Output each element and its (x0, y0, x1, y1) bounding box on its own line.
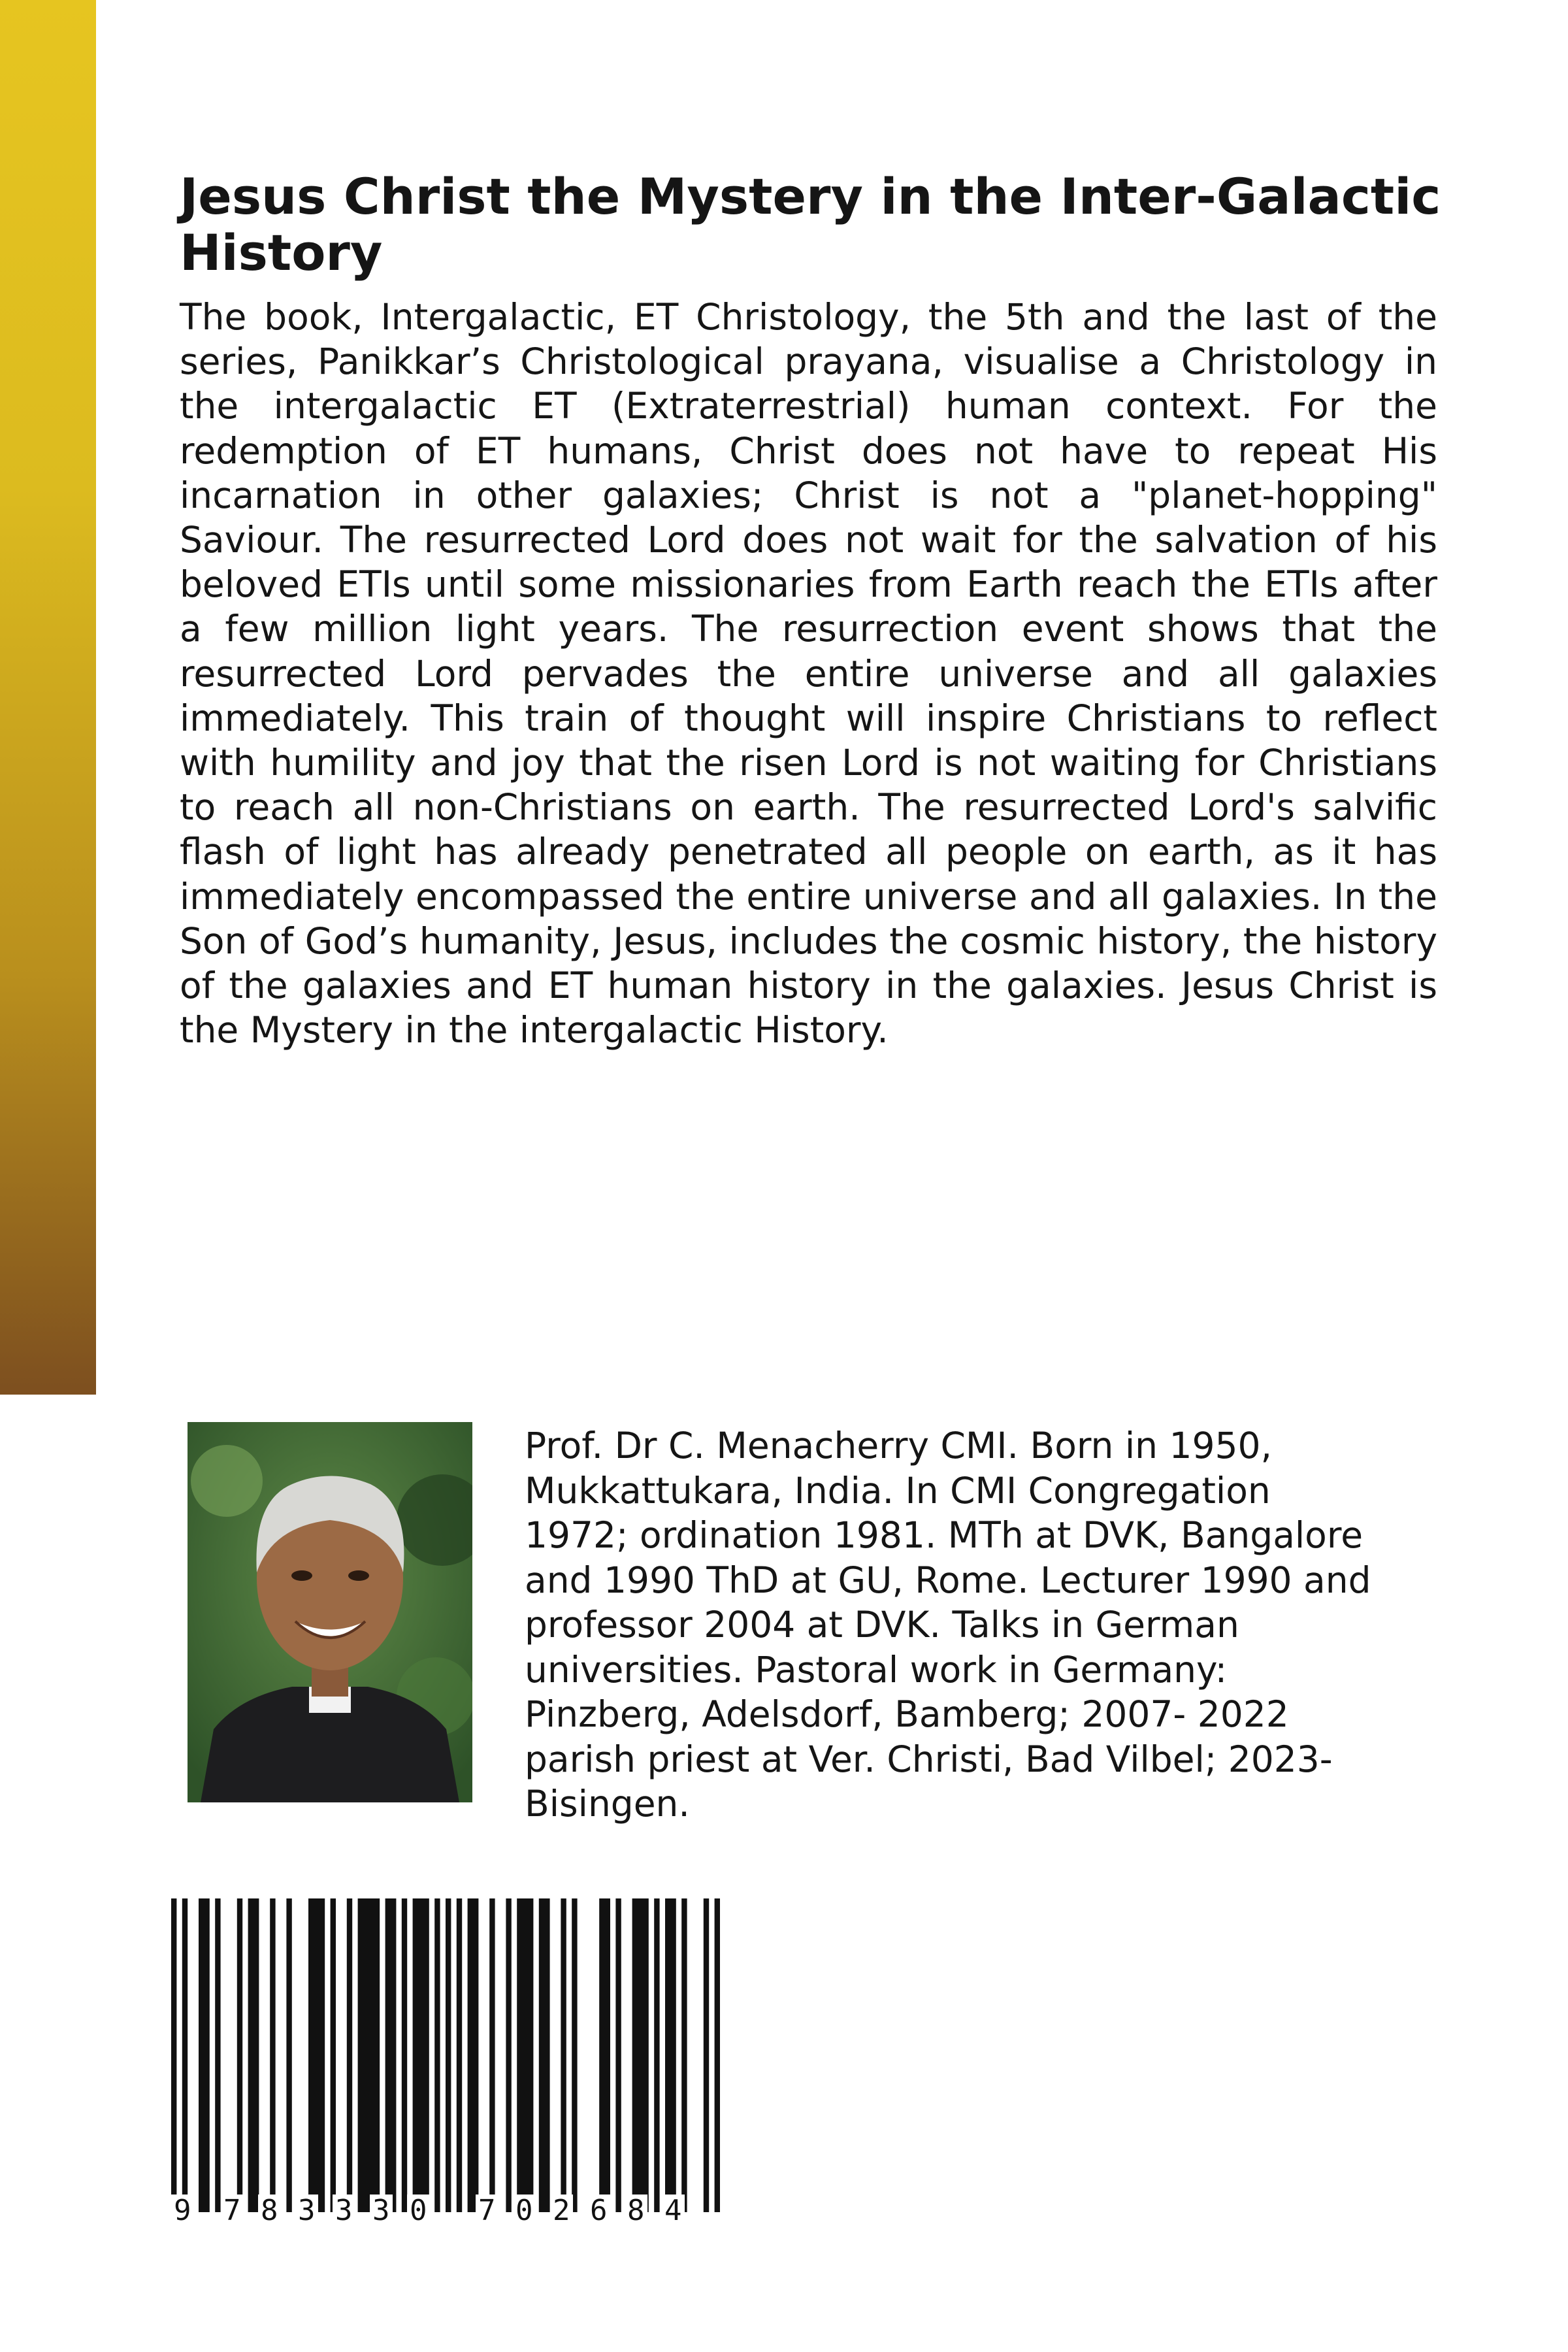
barcode-bar (506, 1898, 511, 2212)
barcode-bar (358, 1898, 380, 2212)
author-biography: Prof. Dr C. Menacherry CMI. Born in 1950, Mukkattukara, India. In CMI Congregation 1972; ordination 1981. MTh at DVK, Bangalore and 1990 ThD at GU, Rome. Lecturer 1990 and professor 2004 at DVK. Talks in German universities. Pastoral work in Germany: Pinzberg, Adelsdorf, Bamberg; 2007- 2022 parish priest at Ver. Christi, Bad Vilbel; 2023- Bisingen. (525, 1425, 1371, 1825)
barcode-bar (704, 1898, 709, 2212)
barcode-bar (446, 1898, 451, 2212)
isbn-digit: 3 (370, 2195, 393, 2227)
barcode-bar (347, 1898, 352, 2212)
barcode-bar (489, 1898, 495, 2212)
barcode-bar (681, 1898, 687, 2212)
barcode-bar (572, 1898, 577, 2212)
cover-color-strip (0, 0, 96, 1395)
author-portrait-icon (188, 1422, 472, 1802)
book-title: Jesus Christ the Mystery in the Inter-Galactic History (180, 167, 1441, 282)
author-photo (188, 1422, 472, 1802)
isbn-digit: 4 (662, 2195, 685, 2227)
barcode-bar (517, 1898, 533, 2212)
barcode-bar (654, 1898, 659, 2212)
isbn-digit: 8 (625, 2195, 647, 2227)
barcode-bar (599, 1898, 610, 2212)
isbn-digit: 7 (221, 2195, 244, 2227)
isbn-digit: 0 (407, 2195, 430, 2227)
isbn-digit: 6 (587, 2195, 610, 2227)
barcode-bar (539, 1898, 550, 2212)
isbn-digit: 8 (258, 2195, 281, 2227)
barcode-bar (615, 1898, 621, 2212)
barcode-bar (632, 1898, 649, 2212)
barcode-bar (308, 1898, 325, 2212)
barcode-bar (715, 1898, 720, 2212)
barcode-bar (171, 1898, 176, 2212)
barcode-bar (413, 1898, 429, 2212)
barcode-bar (457, 1898, 462, 2212)
barcode-bar (286, 1898, 291, 2212)
isbn-digit: 7 (476, 2195, 498, 2227)
barcode-bar (331, 1898, 336, 2212)
isbn-digit: 9 (171, 2195, 194, 2227)
barcode-bar (248, 1898, 259, 2212)
isbn-digit: 3 (333, 2195, 355, 2227)
barcode-bar (215, 1898, 220, 2212)
book-description: The book, Intergalactic, ET Christology, the 5th and the last of the series, Panikkar’s Christological prayana, visualise a Christology in the intergalactic ET (Extraterrestrial) human context. For the redemption of ET humans, Christ does not have to repeat His incarnation in other galaxies; Christ is not a "planet-hopping" Saviour. The resurrected Lord does not wait for the salvation of his beloved ETIs until some missionaries from Earth reach the ETIs after a few million light years. The resurrection event shows that the resurrected Lord pervades the entire universe and all galaxies immediately. This train of thought will inspire Christians to reflect with humility and joy that the risen Lord is not waiting for Christians to reach all non-Christians on earth. The resurrected Lord's salvific flash of light has already penetrated all people on earth, as it has immediately encompassed the entire universe and all galaxies. In the Son of God’s humanity, Jesus, includes the cosmic history, the history of the galaxies and ET human history in the galaxies. Jesus Christ is the Mystery in the intergalactic History. (180, 296, 1437, 1052)
barcode-bar (270, 1898, 275, 2212)
barcode-bar (665, 1898, 676, 2212)
isbn-digit: 2 (550, 2195, 573, 2227)
barcode-bar (434, 1898, 440, 2212)
barcode-bar (237, 1898, 242, 2212)
barcode-bar (402, 1898, 407, 2212)
isbn-digit: 0 (513, 2195, 536, 2227)
barcode (171, 1898, 720, 2225)
isbn-digit: 3 (295, 2195, 318, 2227)
barcode-bar (182, 1898, 188, 2212)
barcode-bar (199, 1898, 210, 2212)
barcode-bar (468, 1898, 479, 2212)
barcode-bar (561, 1898, 566, 2212)
barcode-bar (385, 1898, 397, 2212)
isbn-digits (171, 2195, 720, 2234)
barcode-icon (171, 1898, 720, 2212)
